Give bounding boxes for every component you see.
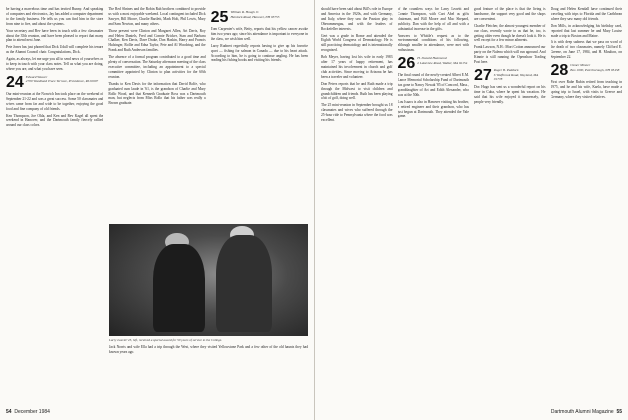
page-number: 55 (616, 409, 622, 415)
paragraph: First over Rube Rubin retired from teaching in 1975, and he and his wife, Kaela, have made a spring trip to Israel, with visits to Greece and Germany, where they visited relatives. (550, 80, 622, 99)
paragraph: The final round of the newly-created Albert E.M. Lance Memorial Scholarship Fund of Dartmouth has gone to Nancy Nowak '85 of Concord, Mass., granddaughter of Art and Edith Alexander, who was at the 50th. (397, 73, 469, 97)
paragraph: Ken Thompson, Joe Ohla, and Ken and Bev Kagel all spent the weekend in Hanover, and the Dartmouth family fiercely rallied around our class colors. (6, 113, 104, 128)
publication-name: Dartmouth Alumni Magazine (550, 409, 614, 415)
paragraph: The 25 mini-reunion in September brought us 18 classmates and wives who suffered through the 25-hour ride to Pennsylvania where the food was excellent. (321, 103, 393, 123)
class-secretary-name: Roger B. Paddock (493, 67, 519, 72)
class-year-number: 25 (210, 9, 229, 26)
paragraph: It is with deep sadness that we pass on word of the death of two classmates, namely Clifford E. Greene, on June 17, 1984, and H. Moulton, on September 22. (550, 40, 622, 60)
paragraph: Jack Norris and wife Ella had a trip through the West, where they visited Yellowstone Park and a few other of the old haunts they had known years ago. (109, 345, 308, 355)
paragraph: Gert was a grade in Rome and attended the Eighth World Congress of Dermatology. He is still practicing dermatology and is internationally recognized. (321, 33, 393, 53)
paragraph: Thanks to Ken Davis for the information that David Rolfe, who graduated cum laude in '61, is the grandson of Charlie and Mary Rollo Wood, and that Kenneth Graduate Ross was a Dartmouth man, but neglects from Miss Rollo that his father was really a Brown graduate. (108, 81, 206, 106)
right-column-1 (321, 7, 393, 405)
paragraph: Those present were Clinton and Margaret Allen, Art Davis, Roy and Helen Daniels, Fred and Connie Bricker, Stan and Barbara Chalker, Ken Davis, Dave Drake, Don Haskin, Harry and Francis Hulsinger, Rollie and Edna Taylor, Pete and Al Woodring, and the Frank and Ruth Anderson families. (108, 28, 206, 53)
paragraph: Lou Isaacs is also in Hanover visiting his brother, a retired engineer and their grandson, who has just begun at Dartmouth. They attended the Yale game. (397, 99, 469, 119)
class-secretary-address: 2 Lakeview Road, Walker, MA 02154 (417, 60, 468, 65)
photo-person-right (216, 235, 272, 331)
photo-caption: Larry Leavitt '25, left, received a special award for 50 years of service to the College. (109, 338, 223, 342)
right-column-3 (474, 7, 546, 405)
class-year-number: 27 (474, 66, 492, 84)
class-secretary-name: Osmer Minner (570, 63, 591, 68)
paragraph: Our mini-reunion at the Norwich Inn took place on the weekend of September 21-22 and was a great success. Some 50 classmates and wives came from far and wide to be together, enjoying the good food and fine company of old friends. (6, 91, 104, 111)
right-page-footer (321, 409, 622, 415)
paragraph: Larry Rudnert regretfully reports having to give up his favorite sport — fishing for salmon in Canada — due to his heart attack. According to him, he is going to continue angling. He has been reading his fishing books and visiting his friends. (210, 43, 308, 63)
class-heading-26 (398, 56, 470, 71)
paragraph: Don Peters reports that he and Ruth made a trip through the Midwest to visit children and grandchildren and friends. Ruth has been playing a bit of golf, doing well. (321, 81, 393, 101)
class-secretary-address: 2700 Woodland Trace Terrace, Providence, RI 02907 (25, 79, 99, 84)
paragraph: Doug and Helen Kendall have continued their traveling with trips to Florida and the Caribbean where they saw many old friends. (550, 7, 622, 21)
class-secretary-address: Box 1000, Peterborough, NH 03458 (570, 67, 620, 72)
paragraph: Doc Hugo has sent us a wonderful report on his time in Cuba, where he spent his vacation. He said that his wife enjoyed it immensely, the people very friendly. (474, 84, 546, 104)
page-number: 54 (6, 409, 12, 415)
class-year-number: 28 (550, 62, 569, 80)
photo-block (109, 222, 308, 357)
paragraph: Frank Lawson, N.H.: Mort Cotton announced our party on the Nalena which will run aground. And Kinnie is still running the Openshaw Trading Post here. (474, 45, 546, 65)
paragraph: Answers to Whittle's request as to the environmental conditions of his following, although smaller in attendance, were met with enthusiasm. (397, 33, 469, 53)
class-heading-24 (6, 75, 103, 90)
paragraph: should have been said about Bill's role in Europe and America in the 1920s, and with Germany, and Italy, where they saw the Passion play in Oberammergau, and with the leaders of Rockefeller interests. (321, 7, 393, 31)
paragraph: of the countless ways for Larry Leavitt and Connie Thompson, with Curt Abel as gifts chairman, and Bill Moore and Mac Shepard, publicity. Dan with the help of all and with a substantial increase in the gifts. (397, 7, 469, 31)
right-page (314, 0, 628, 420)
paragraph: good feature of the place is that the living is handsome, the support very good and the shops are convenient. (474, 7, 546, 21)
paragraph: Charlie Fletcher, the almost-youngest member of our class, recently wrote to us that he, too, is getting older even though he doesn't look it. He is well except for a few minor ailments. (474, 23, 546, 43)
class-year-number: 26 (397, 55, 416, 73)
paragraph: be having a marvelous time and has invited Bunny. And speaking of computers and electronics, Jay has added a computer department to the family business. He tells us you can find him in the store from nine to five, and about the systems. (6, 7, 104, 26)
class-photo (109, 224, 308, 336)
class-secretary-address: 6 Wolfbrook Road, Wayland, MA 01778 (493, 72, 539, 82)
class-heading-25 (211, 10, 308, 25)
class-secretary-name: William R. Hough Jr. (230, 10, 259, 14)
paragraph: Don Mills, in acknowledging his birthday card, reported that last summer he and Mary Louise made a trip to Boston and Maine. (550, 23, 622, 38)
left-page-footer (6, 409, 308, 415)
left-column-1 (6, 7, 103, 405)
paragraph: The absence of a formal program contributed to a good time and plenty of conversation. The Saturday afternoon meeting of the class executive committee, including an appointment to a special committee appointed by Clinton to plan activities for the 60th reunion. (108, 55, 206, 79)
paragraph: Tom Carpenter's wife, Betty, reports that his yellow cancer awoke him two years ago; since his attendance is important to everyone in the class, we wish him well. (210, 27, 308, 41)
class-heading-27 (474, 68, 546, 83)
class-heading-28 (551, 63, 623, 78)
right-column-2 (398, 7, 470, 405)
paragraph: Your secretary and Bev have been in touch with a few classmates about the 35th reunion, and have been pleased to report that many plan to attend next June. (6, 28, 104, 43)
class-secretary-name: H. Donald Hammond (417, 56, 447, 61)
right-column-4 (551, 7, 623, 405)
paragraph: Bob Meyer, having lost his wife in early 1983 after 17 years of happy retirement, has maintained his involvement in church and golf club activities. Since moving to Arizona he has been a traveler and volunteer. (321, 55, 393, 79)
photo-person-left (153, 244, 205, 331)
class-secretary-name: Edward Weaver (25, 74, 48, 79)
class-year-number: 24 (6, 73, 24, 91)
paragraph: Again, as always, let me urge you all to send news of yourselves or to keep in touch with your class notes. Tell us what you are doing, where you are, and what you have seen. (6, 57, 104, 71)
paragraph: Pete Jones has just phoned that Dick Udall will complete his tenure as the Alumni Council chair. Congratulations, Dick. (6, 45, 104, 55)
class-secretary-address: Hemlock Road, Hanover, NH 03755 (230, 14, 280, 19)
issue-date: December 1984 (14, 409, 50, 415)
paragraph: The Red Shrines and the Robin Rah brothers combined to provide us with a most enjoyable weekend. Local contingent included Dick Sawyer, Bill Moore, Charlie Bartlett, Mark Holt, Phil Lewis, Mary and Sam Newton, and many others. (108, 7, 206, 26)
